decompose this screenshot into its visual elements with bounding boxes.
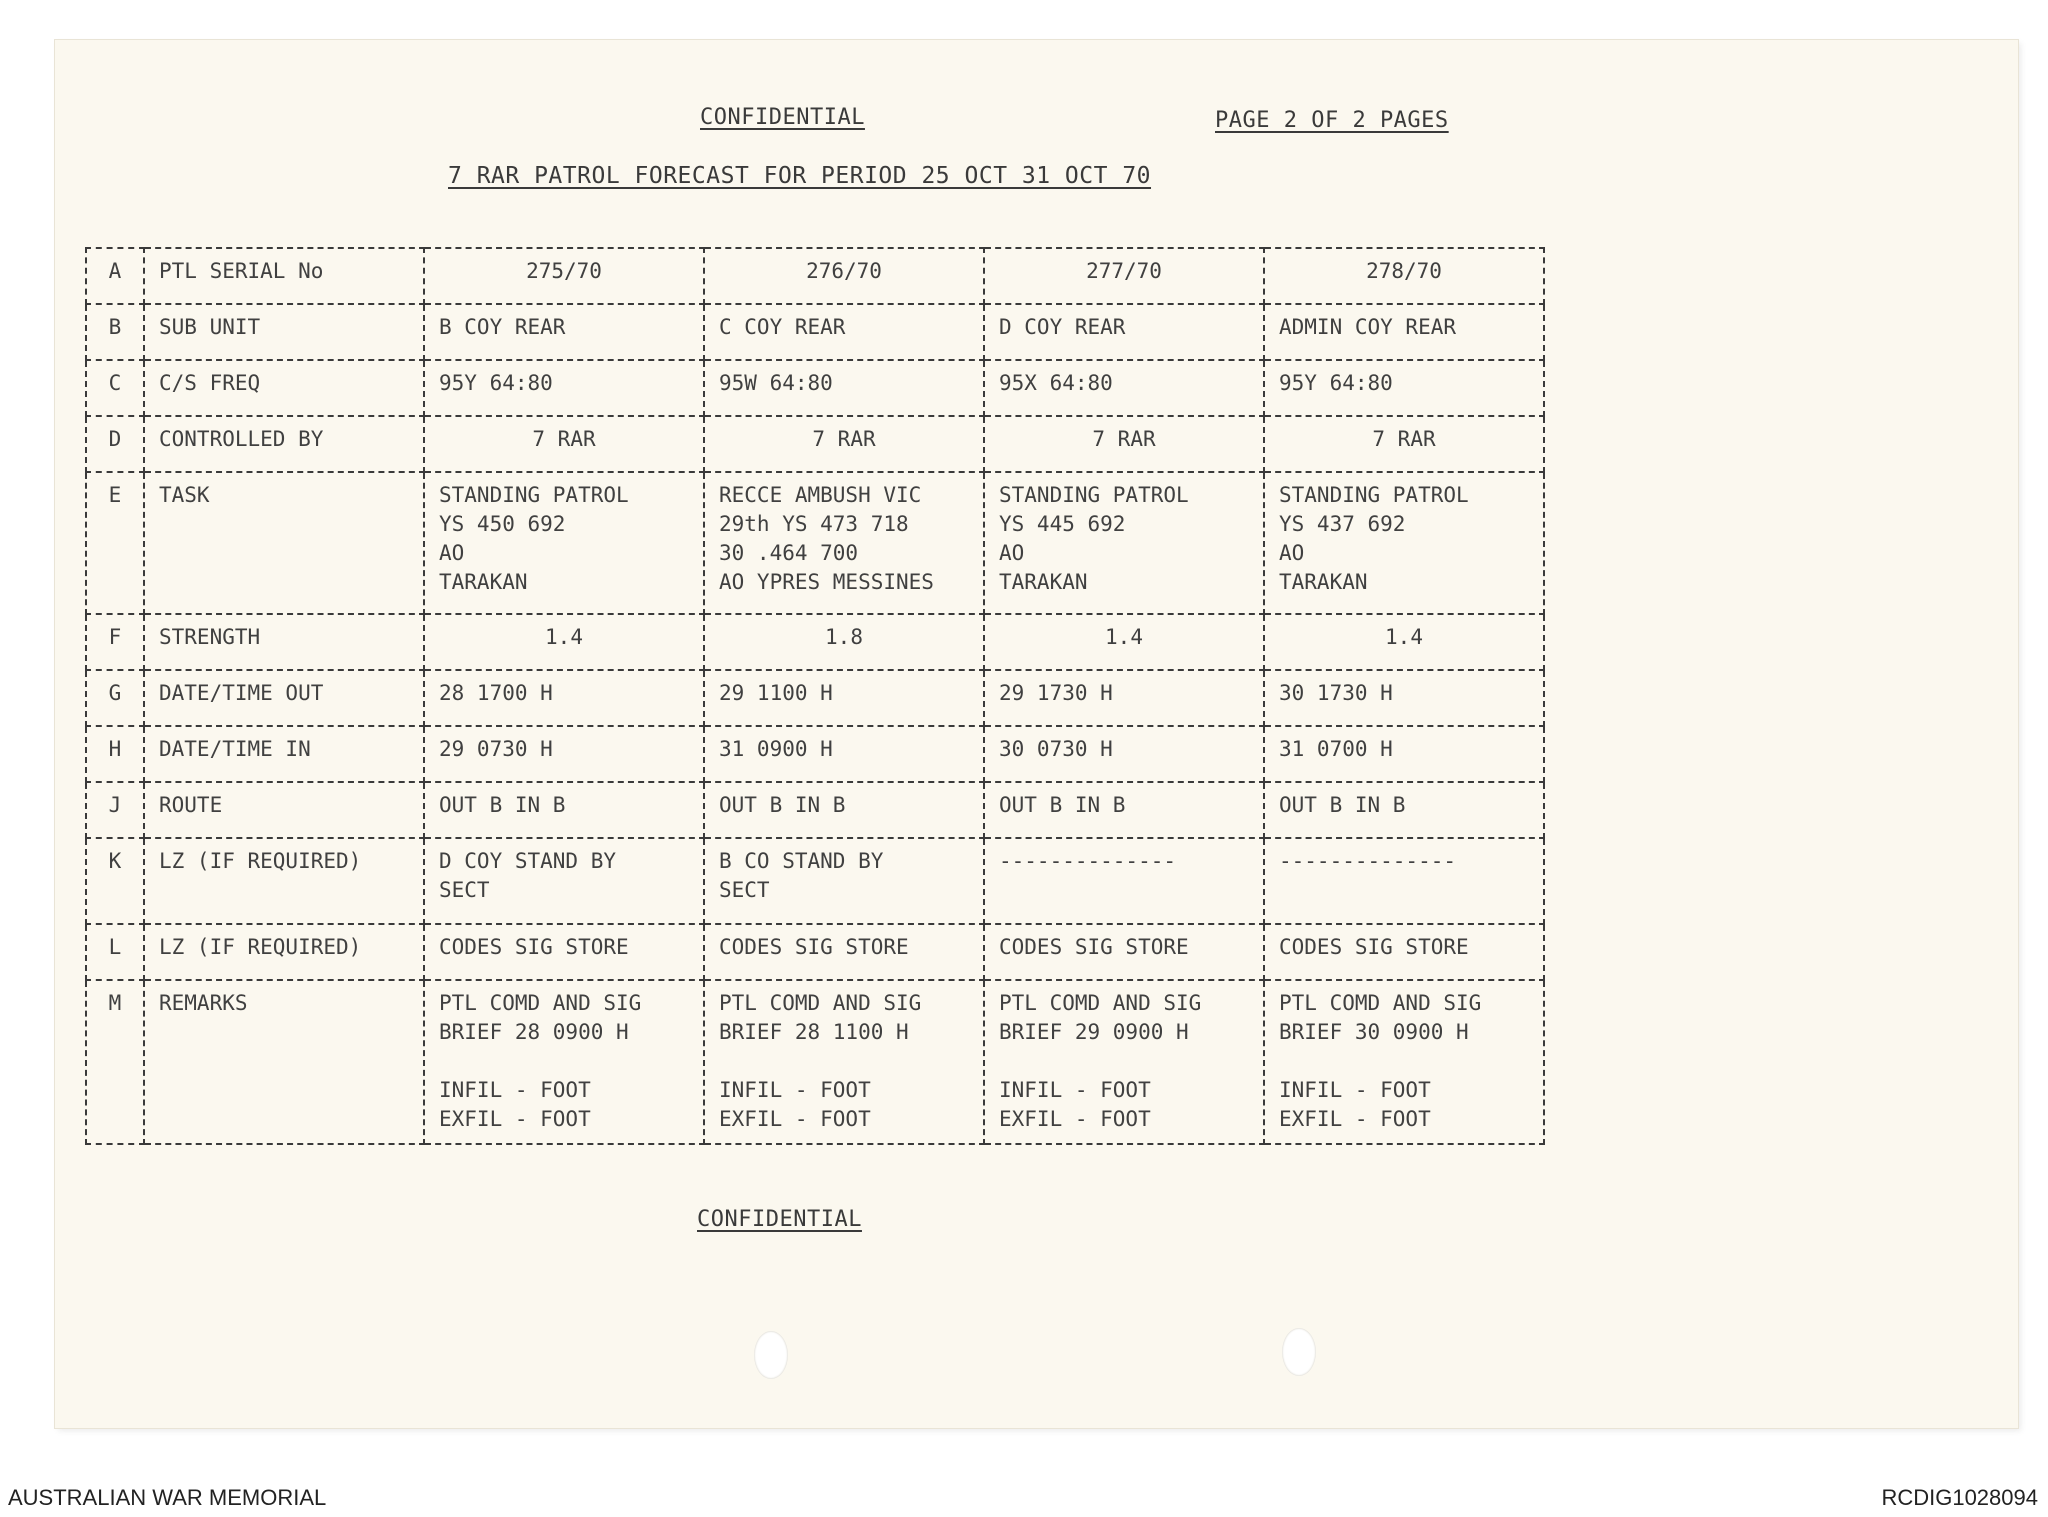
table-row	[86, 248, 1544, 304]
table-row	[86, 924, 1544, 980]
row-key: A	[86, 248, 144, 304]
table-cell: 31 0700 H	[1264, 726, 1544, 782]
table-cell: --------------	[984, 838, 1264, 924]
row-key: B	[86, 304, 144, 360]
row-label: CONTROLLED BY	[144, 416, 424, 472]
table-cell: STANDING PATROL YS 450 692 AO TARAKAN	[424, 472, 704, 614]
classification-top: CONFIDENTIAL	[700, 105, 865, 130]
table-cell: 7 RAR	[984, 416, 1264, 472]
table-row	[86, 838, 1544, 924]
table-cell: PTL COMD AND SIG BRIEF 28 1100 H INFIL - FOOT EXFIL - FOOT	[704, 980, 984, 1144]
table-cell: 7 RAR	[1264, 416, 1544, 472]
row-key: F	[86, 614, 144, 670]
archive-name: AUSTRALIAN WAR MEMORIAL	[8, 1485, 327, 1510]
row-key: E	[86, 472, 144, 614]
classification-bottom: CONFIDENTIAL	[697, 1207, 862, 1232]
table-cell: 31 0900 H	[704, 726, 984, 782]
row-key: H	[86, 726, 144, 782]
row-key: D	[86, 416, 144, 472]
table-cell: ADMIN COY REAR	[1264, 304, 1544, 360]
row-key: L	[86, 924, 144, 980]
table-cell: CODES SIG STORE	[1264, 924, 1544, 980]
show-through-text	[1040, 1255, 1340, 1279]
table-cell: 95W 64:80	[704, 360, 984, 416]
row-label: DATE/TIME OUT	[144, 670, 424, 726]
row-label: LZ (IF REQUIRED)	[144, 838, 424, 924]
table-cell: 7 RAR	[704, 416, 984, 472]
table-row	[86, 726, 1544, 782]
table-row	[86, 670, 1544, 726]
table-cell: 29 0730 H	[424, 726, 704, 782]
table-cell: 95Y 64:80	[424, 360, 704, 416]
table-row	[86, 360, 1544, 416]
row-label: DATE/TIME IN	[144, 726, 424, 782]
row-key: K	[86, 838, 144, 924]
table-cell: C COY REAR	[704, 304, 984, 360]
table-cell: 7 RAR	[424, 416, 704, 472]
table-cell: OUT B IN B	[424, 782, 704, 838]
table-cell: STANDING PATROL YS 445 692 AO TARAKAN	[984, 472, 1264, 614]
table-cell: 29 1730 H	[984, 670, 1264, 726]
table-cell: 29 1100 H	[704, 670, 984, 726]
table-cell: 1.4	[984, 614, 1264, 670]
table-row	[86, 472, 1544, 614]
table-row	[86, 304, 1544, 360]
page-number: PAGE 2 OF 2 PAGES	[1215, 108, 1449, 133]
table-cell: --------------	[1264, 838, 1544, 924]
row-key: C	[86, 360, 144, 416]
punch-hole-right	[1282, 1328, 1316, 1376]
table-cell: STANDING PATROL YS 437 692 AO TARAKAN	[1264, 472, 1544, 614]
table-cell: 275/70	[424, 248, 704, 304]
punch-hole-left	[754, 1331, 788, 1379]
table-row	[86, 980, 1544, 1144]
table-cell: PTL COMD AND SIG BRIEF 30 0900 H INFIL - FOOT EXFIL - FOOT	[1264, 980, 1544, 1144]
table-cell: 276/70	[704, 248, 984, 304]
row-label: ROUTE	[144, 782, 424, 838]
row-label: LZ (IF REQUIRED)	[144, 924, 424, 980]
table-cell: RECCE AMBUSH VIC 29th YS 473 718 30 .464 700 AO YPRES MESSINES	[704, 472, 984, 614]
table-cell: 277/70	[984, 248, 1264, 304]
table-cell: OUT B IN B	[704, 782, 984, 838]
table-cell: CODES SIG STORE	[424, 924, 704, 980]
document-title: 7 RAR PATROL FORECAST FOR PERIOD 25 OCT 31 OCT 70	[448, 163, 1152, 189]
row-key: G	[86, 670, 144, 726]
table-cell: 95X 64:80	[984, 360, 1264, 416]
row-label: PTL SERIAL No	[144, 248, 424, 304]
table-cell: 1.4	[1264, 614, 1544, 670]
row-key: J	[86, 782, 144, 838]
table-cell: OUT B IN B	[1264, 782, 1544, 838]
patrol-forecast-table	[85, 247, 1545, 1145]
row-key: M	[86, 980, 144, 1144]
row-label: REMARKS	[144, 980, 424, 1144]
archive-reference: RCDIG1028094	[1881, 1485, 2038, 1510]
table-cell: 278/70	[1264, 248, 1544, 304]
table-cell: 30 0730 H	[984, 726, 1264, 782]
table-cell: PTL COMD AND SIG BRIEF 28 0900 H INFIL - FOOT EXFIL - FOOT	[424, 980, 704, 1144]
table-cell: 1.8	[704, 614, 984, 670]
archive-footer	[0, 1481, 2048, 1517]
table-row	[86, 416, 1544, 472]
table-cell: CODES SIG STORE	[704, 924, 984, 980]
table-cell: CODES SIG STORE	[984, 924, 1264, 980]
table-cell: D COY STAND BY SECT	[424, 838, 704, 924]
row-label: TASK	[144, 472, 424, 614]
table-cell: PTL COMD AND SIG BRIEF 29 0900 H INFIL - FOOT EXFIL - FOOT	[984, 980, 1264, 1144]
table-cell: D COY REAR	[984, 304, 1264, 360]
table-row	[86, 782, 1544, 838]
table-cell: B COY REAR	[424, 304, 704, 360]
table-cell: 28 1700 H	[424, 670, 704, 726]
table-cell: 1.4	[424, 614, 704, 670]
row-label: STRENGTH	[144, 614, 424, 670]
table-cell: OUT B IN B	[984, 782, 1264, 838]
table-cell: B CO STAND BY SECT	[704, 838, 984, 924]
table-cell: 30 1730 H	[1264, 670, 1544, 726]
row-label: C/S FREQ	[144, 360, 424, 416]
table-cell: 95Y 64:80	[1264, 360, 1544, 416]
table-row	[86, 614, 1544, 670]
row-label: SUB UNIT	[144, 304, 424, 360]
